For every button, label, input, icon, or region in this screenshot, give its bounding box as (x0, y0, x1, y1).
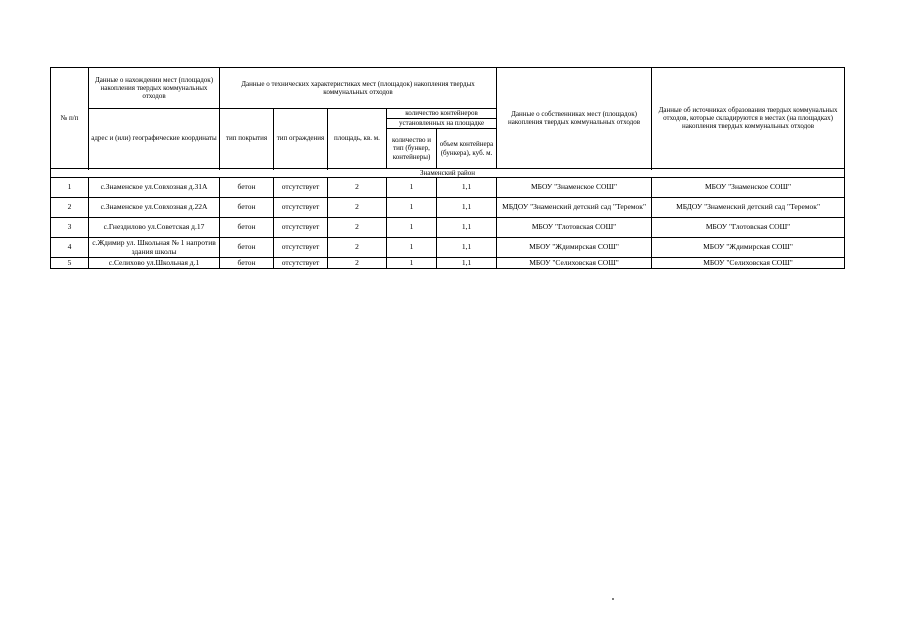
header-sources: Данные об источниках образования твердых коммунальных отходов, которые складируются в местах (на площадках) накопления твердых коммунальных отходов (652, 68, 845, 169)
table-row (51, 258, 845, 269)
row-number: 2 (51, 198, 89, 218)
waste-sites-table (50, 67, 845, 269)
header-cover: тип покрытия (220, 109, 274, 169)
header-area: площадь, кв. м. (328, 109, 387, 169)
row-count: 1 (387, 258, 437, 269)
row-owner: МБОУ "Знаменское СОШ" (497, 178, 652, 198)
row-source: МБОУ "Ждимирская СОШ" (652, 238, 845, 258)
scan-speck (612, 598, 614, 600)
row-cover: бетон (220, 238, 274, 258)
row-owner: МБОУ "Глотовская СОШ" (497, 218, 652, 238)
row-address: с.Селихово ул.Школьная д.1 (89, 258, 220, 269)
row-owner: МБДОУ "Знаменский детский сад "Теремок" (497, 198, 652, 218)
row-count: 1 (387, 178, 437, 198)
row-source: МБОУ "Знаменское СОШ" (652, 178, 845, 198)
row-number: 5 (51, 258, 89, 269)
row-area: 2 (328, 178, 387, 198)
header-owners: Данные о собственниках мест (площадок) накопления твердых коммунальных отходов (497, 68, 652, 169)
header-fence: тип ограждения (274, 109, 328, 169)
row-count: 1 (387, 238, 437, 258)
row-volume: 1,1 (437, 178, 497, 198)
row-fence: отсутствует (274, 238, 328, 258)
header-location-group: Данные о нахождении мест (площадок) накопления твердых коммунальных отходов (89, 68, 220, 109)
row-volume: 1,1 (437, 238, 497, 258)
row-cover: бетон (220, 218, 274, 238)
row-owner: МБОУ "Ждимирская СОШ" (497, 238, 652, 258)
row-number: 3 (51, 218, 89, 238)
row-address: с.Знаменское ул.Совхозная д.31А (89, 178, 220, 198)
header-address: адрес и (или) географические координаты (89, 109, 220, 169)
row-address: с.Гнездилово ул.Советская д.17 (89, 218, 220, 238)
table-row (51, 218, 845, 238)
table-row (51, 178, 845, 198)
header-num: № п/п (51, 68, 89, 169)
row-source: МБОУ "Селиховская СОШ" (652, 258, 845, 269)
row-cover: бетон (220, 178, 274, 198)
row-area: 2 (328, 218, 387, 238)
row-volume: 1,1 (437, 198, 497, 218)
row-volume: 1,1 (437, 218, 497, 238)
row-owner: МБОУ "Селиховская СОШ" (497, 258, 652, 269)
table-row (51, 198, 845, 218)
row-source: МБДОУ "Знаменский детский сад "Теремок" (652, 198, 845, 218)
row-fence: отсутствует (274, 218, 328, 238)
header-installed: установленных на площадке (387, 119, 497, 129)
row-cover: бетон (220, 258, 274, 269)
row-address: с.Знаменское ул.Совхозная д.22А (89, 198, 220, 218)
row-volume: 1,1 (437, 258, 497, 269)
row-fence: отсутствует (274, 258, 328, 269)
row-number: 1 (51, 178, 89, 198)
district-label: Знаменский район (51, 169, 845, 178)
row-cover: бетон (220, 198, 274, 218)
row-area: 2 (328, 238, 387, 258)
header-tech-group: Данные о технических характеристиках мест (площадок) накопления твердых коммунальных отходов (220, 68, 497, 109)
row-source: МБОУ "Глотовская СОШ" (652, 218, 845, 238)
row-fence: отсутствует (274, 178, 328, 198)
row-area: 2 (328, 258, 387, 269)
row-area: 2 (328, 198, 387, 218)
header-volume: объем контейнера (бункера), куб. м. (437, 129, 497, 169)
row-number: 4 (51, 238, 89, 258)
row-address: с.Ждимир ул. Школьная № 1 напротив здания школы (89, 238, 220, 258)
row-count: 1 (387, 218, 437, 238)
row-fence: отсутствует (274, 198, 328, 218)
header-count-type: количество и тип (бункер, контейнеры) (387, 129, 437, 169)
header-containers-group: количество контейнеров (387, 109, 497, 119)
table-row (51, 238, 845, 258)
row-count: 1 (387, 198, 437, 218)
